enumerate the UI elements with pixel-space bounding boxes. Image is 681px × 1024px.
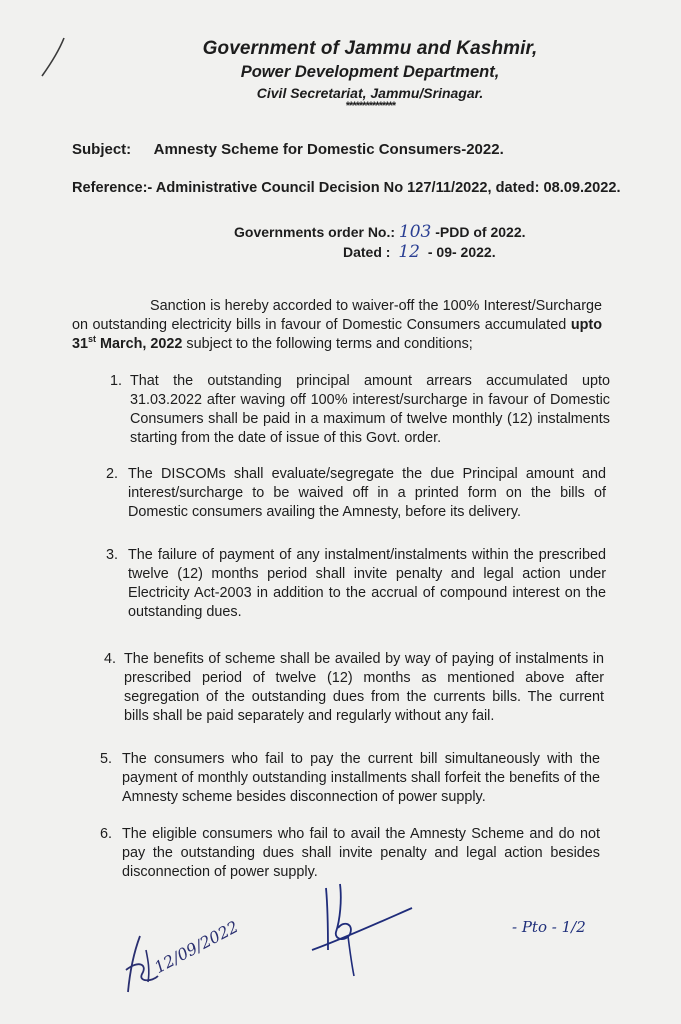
item-text: The benefits of scheme shall be availed by way of paying of instalments in prescribed period of twelve (12) months as mentioned above after segregation of the outstanding dues from the currents bills. The current bills shall be paid separately and regularly without any fail. — [124, 651, 604, 724]
list-item — [106, 546, 606, 622]
item-text: The consumers who fail to pay the current bill simultaneously with the payment of monthly outstanding installments shall forfeit the benefits of the Amnesty scheme besides disconnection of power supply. — [122, 751, 600, 805]
item-number: 3. — [106, 547, 119, 563]
subject-label: Subject: — [72, 141, 132, 158]
pto-handwritten: - Pto - 1/2 — [512, 918, 586, 936]
order-label: Governments order No.: — [234, 224, 396, 240]
order-number-handwritten: 103 — [398, 222, 432, 242]
stars-divider: *************** — [345, 100, 395, 112]
item-number: 2. — [106, 466, 119, 482]
intro-bold-1: upto 31 — [72, 317, 602, 352]
order-block — [234, 222, 526, 262]
list-item — [104, 650, 604, 726]
signature-center — [300, 880, 420, 980]
intro-bold-2: March, 2022 — [100, 336, 183, 352]
item-number: 6. — [100, 826, 113, 842]
secretariat-address: Civil Secretariat, Jammu/Srinagar. — [256, 85, 484, 101]
order-number-line — [234, 222, 526, 242]
item-number: 5. — [100, 751, 113, 767]
handwritten-date: 12/09/2022 — [151, 916, 242, 977]
intro-sup: st — [88, 334, 97, 345]
intro-text: Sanction is hereby accorded to waiver-off the 100% Interest/Surcharge on outstanding electricity bills in favour of Domestic Consumers accumulated — [72, 298, 602, 333]
list-item — [106, 465, 606, 522]
reference-line: Reference:- Administrative Council Decision No 127/11/2022, dated: 08.09.2022. — [72, 180, 621, 196]
department-name: Power Development Department, — [240, 63, 500, 81]
date-rest: - 09- 2022. — [427, 244, 496, 260]
order-suffix: -PDD of 2022. — [435, 224, 526, 240]
letterhead — [200, 38, 540, 112]
list-item — [110, 372, 610, 448]
dated-label: Dated : — [343, 244, 391, 260]
item-number: 4. — [104, 651, 117, 667]
list-item — [100, 750, 600, 807]
intro-paragraph — [72, 297, 602, 354]
order-date-line — [234, 242, 526, 262]
margin-pen-mark — [36, 36, 70, 80]
date-day-handwritten: 12 — [398, 242, 420, 262]
subject-line — [72, 141, 504, 158]
subject-text: Amnesty Scheme for Domestic Consumers-2022. — [153, 141, 504, 158]
government-name: Government of Jammu and Kashmir, — [202, 38, 538, 59]
item-text: That the outstanding principal amount arrears accumulated upto 31.03.2022 after waving off 100% interest/surcharge in favour of Domestic Consumers shall be paid in a maximum of twelve monthly (12) instalments starting from the date of issue of this Govt. order. — [130, 373, 610, 446]
intro-text-after: subject to the following terms and conditions; — [182, 336, 473, 352]
item-text: The failure of payment of any instalment/instalments within the prescribed twelve (12) months period shall invite penalty and legal action under Electricity Act-2003 in addition to the accrual of compound interest on the outstanding dues. — [128, 547, 606, 620]
list-item — [100, 825, 600, 882]
item-text: The DISCOMs shall evaluate/segregate the due Principal amount and interest/surcharge to be waived off in a printed form on the bills of Domestic consumers availing the Amnesty, before its delivery. — [128, 466, 606, 520]
item-text: The eligible consumers who fail to avail the Amnesty Scheme and do not pay the outstanding dues shall invite penalty and legal action besides disconnection of power supply. — [122, 826, 600, 880]
item-number: 1. — [110, 373, 123, 389]
